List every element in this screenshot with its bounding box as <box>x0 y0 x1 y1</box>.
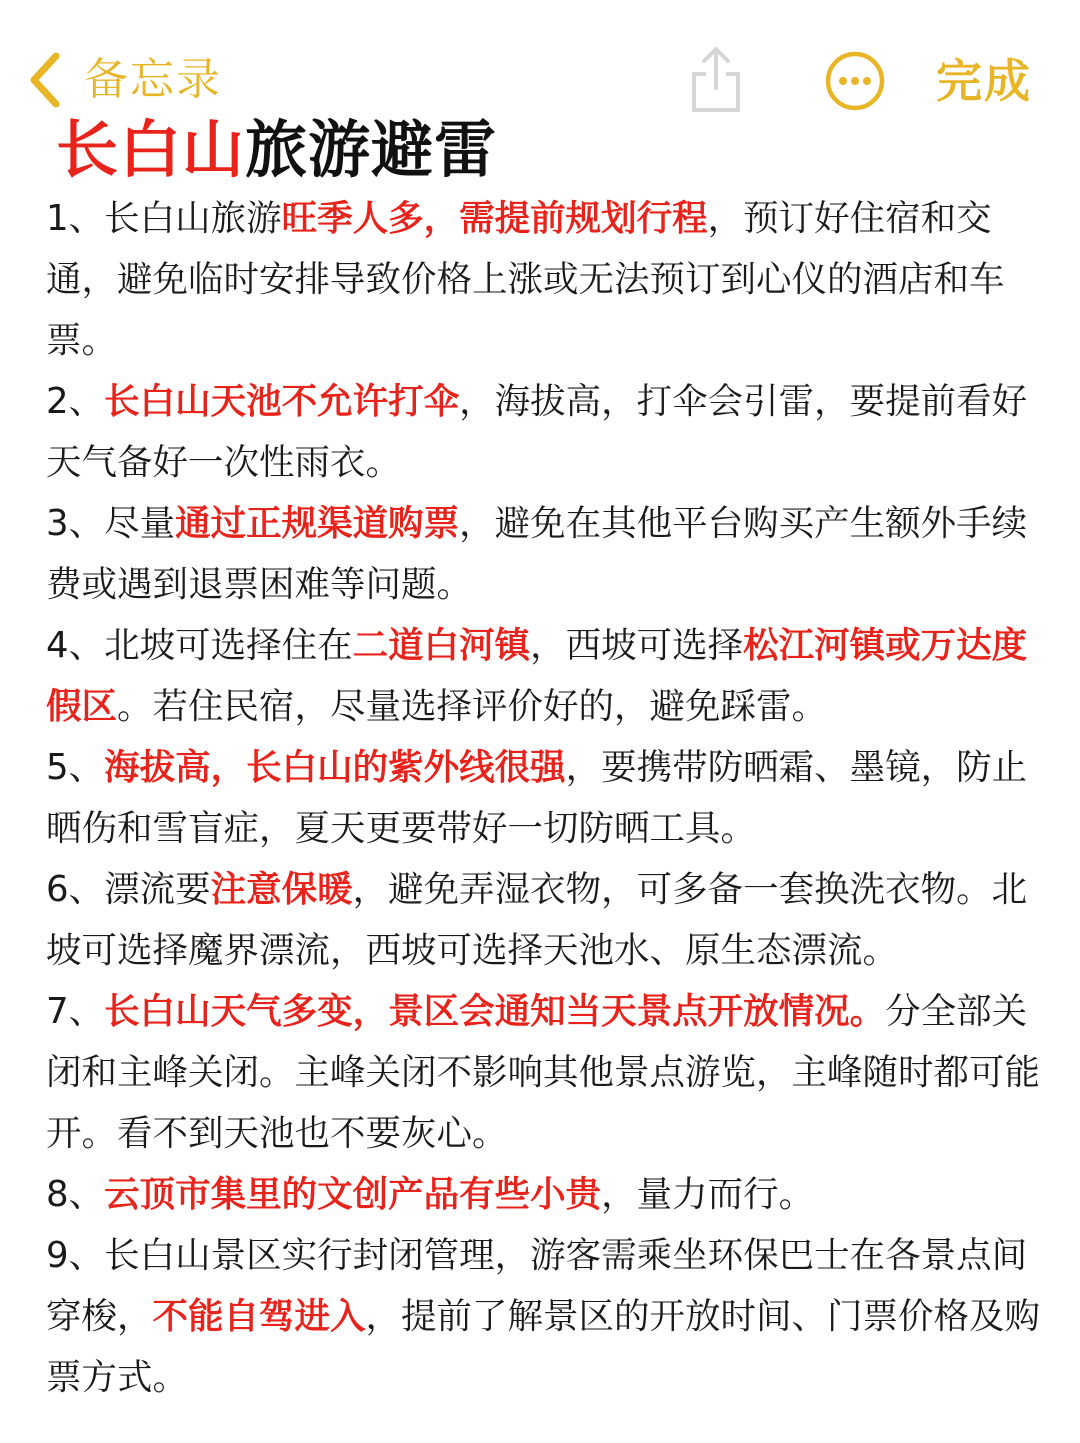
note-title-rest: 旅游避雷 <box>245 113 498 186</box>
body-text: ，量力而行。 <box>601 1174 815 1215</box>
body-text: ，海拔高，打伞会引雷，要提前看好天气备好一次性雨衣。 <box>46 381 1028 483</box>
note-item-6 <box>46 859 1046 981</box>
highlighted-text: 长白山天气多变，景区会通知当天景点开放情况。 <box>104 991 886 1032</box>
body-text: ，避免弄湿衣物，可多备一套换洗衣物。北坡可选择魔界漂流，西坡可选择天池水、原生态漂流。 <box>46 869 1028 971</box>
highlighted-text: 松江河镇或万达度假区 <box>46 625 1028 727</box>
body-text: ，西坡可选择 <box>530 625 744 666</box>
body-text: ，提前了解景区的开放时间、门票价格及购票方式。 <box>46 1296 1041 1398</box>
body-text: 8、 <box>46 1174 105 1215</box>
share-icon <box>686 44 746 114</box>
back-button-label: 备忘录 <box>84 54 222 105</box>
body-text: ，预订好住宿和交通，避免临时安排导致价格上涨或无法预订到心仪的酒店和车票。 <box>46 198 1005 361</box>
share-button[interactable] <box>686 44 746 114</box>
note-item-1 <box>46 188 1046 371</box>
body-text: 4、北坡可选择住在 <box>46 625 353 666</box>
highlighted-text: 不能自驾进入 <box>152 1296 366 1337</box>
body-text: 6、漂流要 <box>46 869 211 910</box>
note-item-4 <box>46 615 1046 737</box>
highlighted-text: 云顶市集里的文创产品有些小贵 <box>104 1174 602 1215</box>
note-item-7 <box>46 981 1046 1164</box>
highlighted-text: 二道白河镇 <box>352 625 531 666</box>
highlighted-text: 通过正规渠道购票 <box>175 503 460 544</box>
note-item-3 <box>46 493 1046 615</box>
body-text: 1、长白山旅游 <box>46 198 282 239</box>
highlighted-text: 长白山天池不允许打伞 <box>104 381 460 422</box>
done-button[interactable]: 完成 <box>936 54 1032 108</box>
back-button[interactable] <box>28 50 222 110</box>
body-text: 2、 <box>46 381 105 422</box>
note-title-highlight: 长白山 <box>56 113 246 186</box>
body-text: 5、 <box>46 747 105 788</box>
chevron-left-icon <box>28 52 62 108</box>
note-item-9 <box>46 1225 1046 1408</box>
body-text: 9、长白山景区实行封闭管理，游客需乘坐环保巴士在各景点间穿梭， <box>46 1235 1028 1337</box>
note-item-2 <box>46 371 1046 493</box>
navigation-bar <box>0 0 1080 120</box>
body-text: 。若住民宿，尽量选择评价好的，避免踩雷。 <box>117 686 828 727</box>
highlighted-text: 海拔高，长白山的紫外线很强 <box>104 747 566 788</box>
body-text: ，避免在其他平台购买产生额外手续费或遇到退票困难等问题。 <box>46 503 1028 605</box>
body-text: 3、尽量 <box>46 503 176 544</box>
note-body[interactable] <box>46 188 1046 1408</box>
note-item-5 <box>46 737 1046 859</box>
note-item-8 <box>46 1164 1046 1225</box>
note-title <box>56 112 497 188</box>
body-text: ，要携带防晒霜、墨镜，防止晒伤和雪盲症，夏天更要带好一切防晒工具。 <box>46 747 1028 849</box>
highlighted-text: 旺季人多，需提前规划行程 <box>281 198 708 239</box>
highlighted-text: 注意保暖 <box>210 869 353 910</box>
body-text: 7、 <box>46 991 105 1032</box>
more-options-button[interactable] <box>824 50 886 112</box>
more-icon <box>824 50 886 112</box>
body-text: 分全部关闭和主峰关闭。主峰关闭不影响其他景点游览，主峰随时都可能开。看不到天池也不要灰心。 <box>46 991 1041 1154</box>
